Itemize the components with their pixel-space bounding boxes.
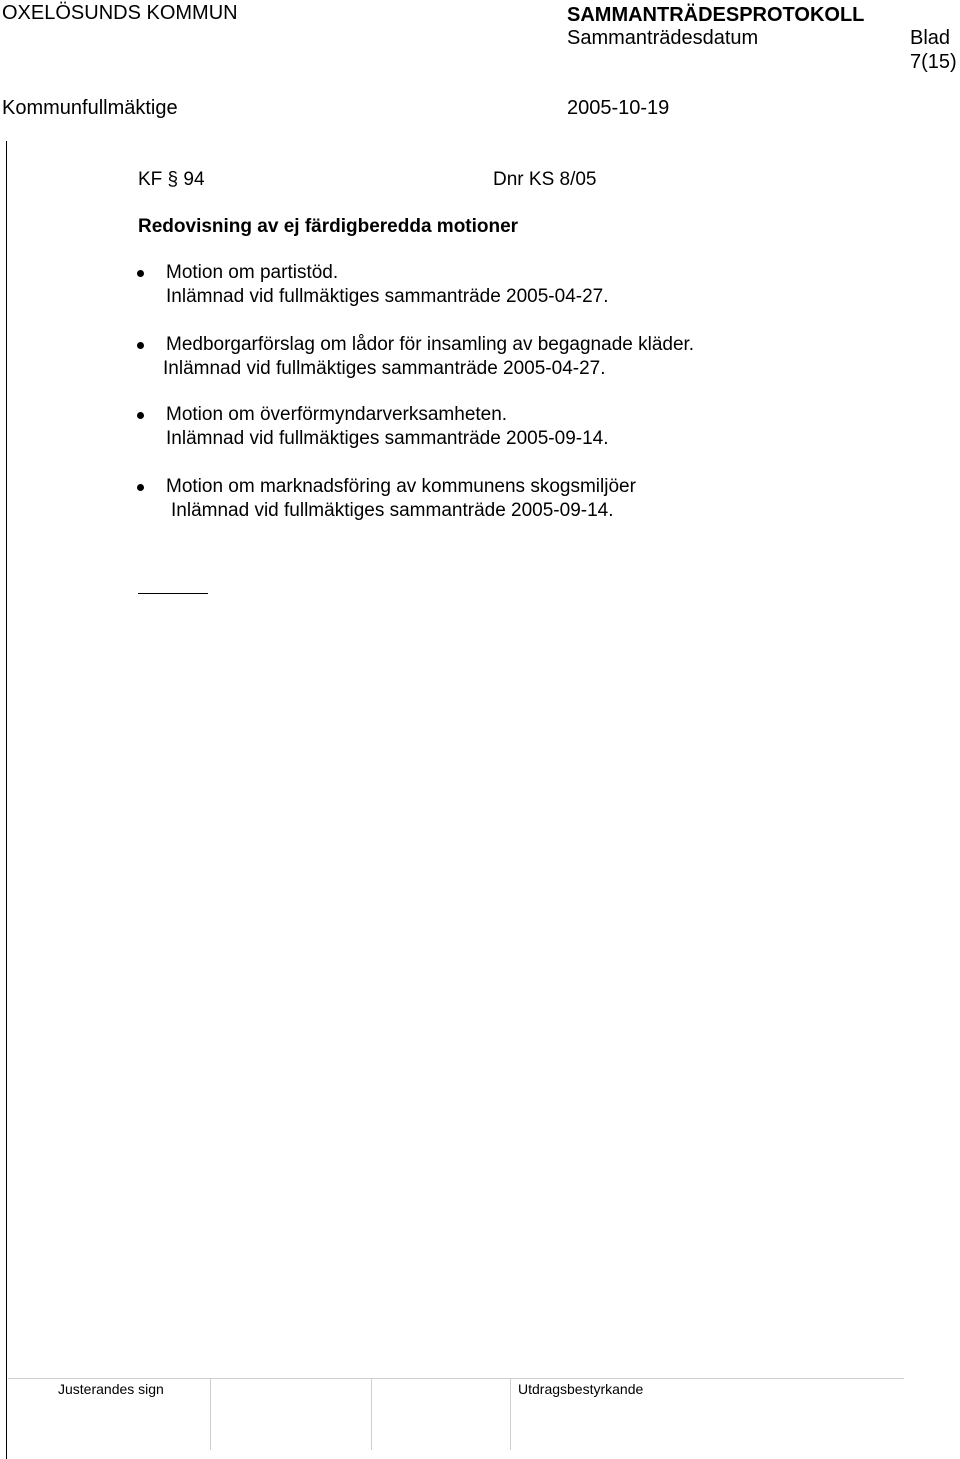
bullet-icon xyxy=(137,412,144,419)
list-item-line: Medborgarförslag om lådor för insamling av begagnade kläder. xyxy=(166,334,695,355)
footer-justering-label: Justerandes sign xyxy=(58,1381,164,1397)
left-margin-line xyxy=(6,141,7,1459)
footer-utdrag-label: Utdragsbestyrkande xyxy=(518,1381,644,1397)
page-label: Blad xyxy=(910,27,951,49)
list-item-line: Motion om överförmyndarverksamheten. xyxy=(166,404,508,425)
bullet-icon xyxy=(137,270,144,277)
footer-divider xyxy=(210,1378,211,1450)
footer-divider xyxy=(510,1378,511,1450)
list-item-line: Inlämnad vid fullmäktiges sammanträde 2005-04-27. xyxy=(166,286,609,307)
paragraph-number: KF § 94 xyxy=(138,169,205,190)
document-type: SAMMANTRÄDESPROTOKOLL xyxy=(567,4,865,26)
list-item-line: Inlämnad vid fullmäktiges sammanträde 2005-09-14. xyxy=(171,500,614,521)
end-rule xyxy=(138,593,208,594)
list-item-line: Inlämnad vid fullmäktiges sammanträde 2005-04-27. xyxy=(163,358,606,379)
list-item-line: Motion om partistöd. xyxy=(166,262,339,283)
section-title: Redovisning av ej färdigberedda motioner xyxy=(138,216,519,237)
list-item-line: Motion om marknadsföring av kommunens skogsmiljöer xyxy=(166,476,636,497)
diary-number: Dnr KS 8/05 xyxy=(493,169,597,190)
meeting-date-label: Sammanträdesdatum xyxy=(567,27,759,49)
bullet-icon xyxy=(137,484,144,491)
org-name: OXELÖSUNDS KOMMUN xyxy=(2,2,238,24)
page-number: 7(15) xyxy=(910,51,957,73)
bullet-icon xyxy=(137,342,144,349)
footer-top-rule xyxy=(8,1378,904,1379)
meeting-date: 2005-10-19 xyxy=(567,97,670,119)
list-item-line: Inlämnad vid fullmäktiges sammanträde 2005-09-14. xyxy=(166,428,609,449)
footer-divider xyxy=(371,1378,372,1450)
meeting-body: Kommunfullmäktige xyxy=(2,97,178,119)
